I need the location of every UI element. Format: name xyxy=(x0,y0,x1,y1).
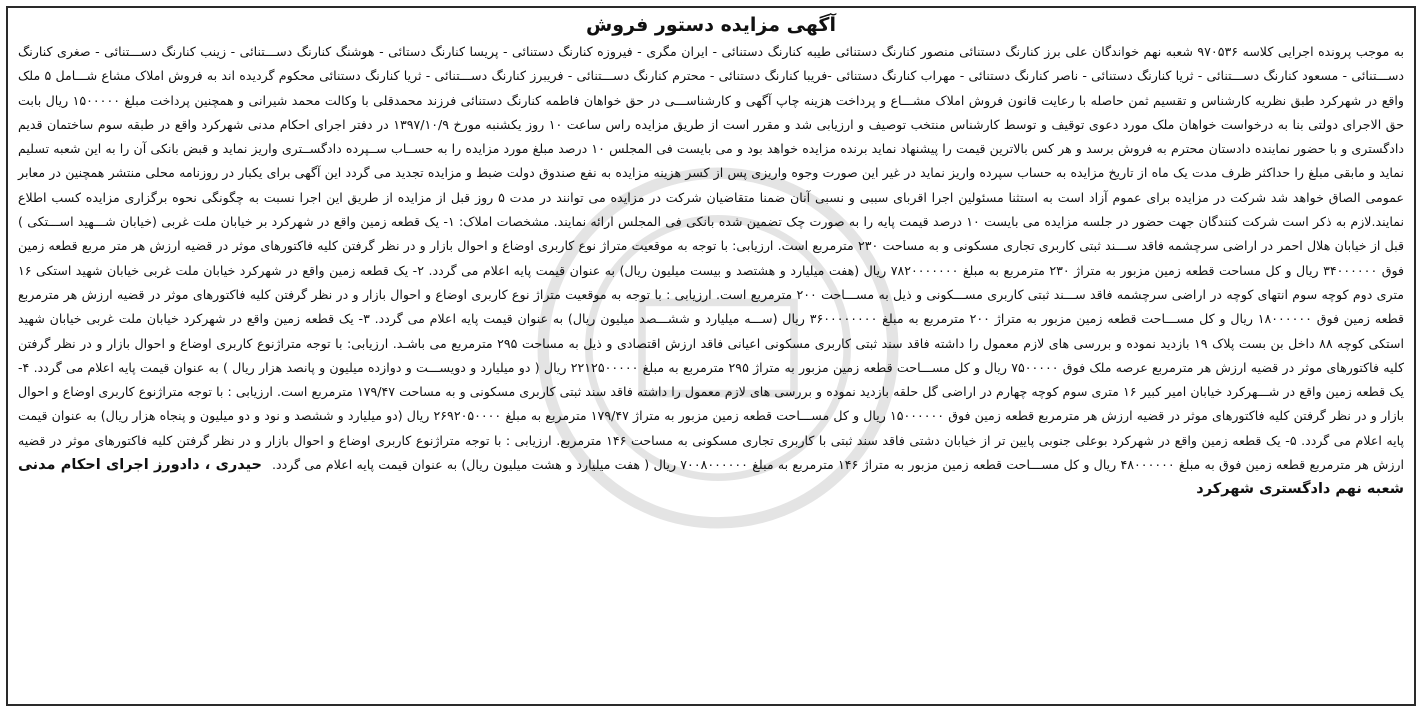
notice-signature: حیدری ، دادورز اجرای احکام مدنی شعبه نهم دادگستری شهرکرد xyxy=(18,457,1404,498)
notice-title: آگهی مزایده دستور فروش xyxy=(586,14,836,36)
notice-body-text: به موجب پرونده اجرایی کلاسه ۹۷۰۵۳۶ شعبه نهم خواندگان علی برز کنارنگ دستنائی منصور کنارنگ دستنائی طیبه کنارنگ دستنائی - ایران مگری - فیروزه کنارنگ دستنائی - پریسا کنارنگ دستائی - هوشنگ کنارنگ دســـتنائی - زینب کنارنگ دســـتنائی - صغری کنارنگ دســـتنائی - مسعود کنارنگ دســـتنائی - ثریا کنارنگ دستنائی - ناصر کنارنگ دستنائی - مهراب کنارنگ دستنائی -فریبا کنارنگ دستنائی - محترم کنارنگ دســـتنائی - فریبرز کنارنگ دســـتنائی - ثریا کنارنگ دستنائی محکوم گردیده اند به فروش املاک مشاع شـــامل ۵ ملک واقع در شهرکرد طبق نظریه کارشناس و تقسیم ثمن حاصله با رعایت قانون فروش املاک مشـــاع و پرداخت هزینه چاپ آگهی و کارشناســـی در حق خواهان فاطمه کنارنگ دستنائی فرزند محمدقلی با وکالت محمد شیرانی و همچنین پرداخت مبلغ ۱۵۰۰۰۰۰ ریال بابت حق الاجرای دولتی بنا به درخواست خواهان ملک مورد دعوی توقیف و توسط کارشناس منتخب توصیف و ارزیابی شد و مقرر است از طریق مزایده راس ساعت ۱۰ روز یکشنبه مورخ ۱۳۹۷/۱۰/۹ در دفتر اجرای احکام مدنی شهرکرد واقع در طبقه سوم ساختمان قدیم دادگستری و با حضور نماینده دادستان محترم به فروش برسد و هر کس بالاترین قیمت را پیشنهاد نماید برنده مزایده خواهد بود و می بایست فی المجلس ۱۰ درصد مبلغ مورد مزایده را به حســاب ســپرده دادگســتری واریز نماید و قبض بانکی آن را به این شعبه تسلیم نماید و مابقی مبلغ را حداکثر ظرف مدت یک ماه از تاریخ مزایده به حساب سپرده واریز نماید در غیر این صورت وجوه واریزی پس از کسر هزینه مزایده به نفع صندوق دولت ضبط و مزایده تجدید می گردد این آگهی برای یکبار در روزنامه محلی منتشر همچنین در معابر عمومی الصاق خواهد شد شرکت در مزایده برای عموم آزاد است به استثنا مسئولین اجرا اقربای سببی و نسبی آنان ضمنا متقاضیان شرکت در مزایده می توانند در مدت ۵ روز قبل از مزایده از طریق این اجرا نسبت به چگونگی نحوه برگزاری مزایده کسب اطلاع نمایند.لازم به ذکر است شرکت کنندگان جهت حضور در جلسه مزایده می بایست ۱۰ درصد قیمت پایه را به صورت چک تضمین شده بانکی فی المجلس ارائه نمایند. مشخصات املاک: ۱- یک قطعه زمین واقع در شهرکرد بر خیابان ملت غربی (خیابان شـــهید اســـتکی ) قبل از خیابان هلال احمر در اراضی سرچشمه فاقد ســـند ثبتی کاربری تجاری مسکونی و به مساحت ۲۳۰ مترمربع است. ارزیابی: با توجه به موقعیت متراژ نوع کاربری اوضاع و احوال بازار و در نظر گرفتن کلیه فاکتورهای موثر در قضیه ارزش هر متر مربع قطعه زمین فوق ۳۴۰۰۰۰۰۰ ریال و کل مساحت قطعه زمین مزبور به متراژ ۲۳۰ مترمربع به مبلغ ۷۸۲۰۰۰۰۰۰۰ ریال (هفت میلیارد و هشتصد و بیست میلیون ریال) به عنوان قیمت پایه اعلام می گردد. ۲- یک قطعه زمین واقع در شهرکرد خیابان ملت غربی خیابان شهید استکی ۱۶ متری دوم کوچه سوم انتهای کوچه در اراضی سرچشمه فاقد ســـند ثبتی کاربری مســـکونی و ذیل به مســـاحت ۲۰۰ مترمربع است. ارزیابی : با توجه به موقعیت متراژ نوع کاربری اوضاع و احوال بازار و در نظر گرفتن کلیه فاکتورهای موثر در قضیه ارزش هر مترمربع قطعه زمین فوق ۱۸۰۰۰۰۰۰ ریال و کل مســـاحت قطعه زمین مزبور به متراژ ۲۰۰ مترمربع به مبلغ ۳۶۰۰۰۰۰۰۰۰ ریال (ســـه میلیارد و ششـــصد میلیون ریال) به عنوان قیمت پایه اعلام می گردد. ۳- یک قطعه زمین واقع در شهرکرد خیابان ملت غربی خیابان شهید استکی کوچه ۸۸ داخل بن بست پلاک ۱۹ بازدید نموده و بررسی های لازم معمول را داشته فاقد سند ثبتی کاربری مسکونی اعیانی فاقد ارزش اقتصادی و ذیل به مساحت ۲۹۵ مترمربع می باشـد. ارزیابی: با توجه متراژنوع کاربری اوضاع و احوال بازار و در نظر گرفتن کلیه فاکتورهای موثر در قضیه ارزش هر مترمربع عرصه ملک فوق ۷۵۰۰۰۰۰ ریال و کل مســـاحت قطعه زمین مزبور به متراژ ۲۹۵ مترمربع به مبلغ ۲۲۱۲۵۰۰۰۰۰ ریال ( دو میلیارد و دویســـت و دوازده میلیون و پانصد هزار ریال ) به عنوان قیمت پایه اعلام می گردد. ۴- یک قطعه زمین واقع در شـــهرکرد خیابان امیر کبیر ۱۶ متری سوم کوچه چهارم در اراضی گل حلقه بازدید نموده و بررسی های لازم معمول را داشته فاقد سند ثبتی کاربری مسکونی و به مساحت ۱۷۹/۴۷ مترمربع است. ارزیابی : با توجه متراژنوع کاربری اوضاع و احوال بازار و در نظر گرفتن کلیه فاکتورهای موثر در قضیه ارزش هر مترمربع قطعه زمین فوق ۱۵۰۰۰۰۰۰ ریال و کل مســـاحت قطعه زمین مزبور به متراژ ۱۷۹/۴۷ مترمربع به مبلغ ۲۶۹۲۰۵۰۰۰۰ ریال (دو میلیارد و ششصد و نود و دو میلیون و پنجاه هزار ریال) به عنوان قیمت پایه اعلام می گردد. ۵- یک قطعه زمین واقع در شهرکرد بوعلی جنوبی پایین تر از خیابان دشتی فاقد سند ثبتی با کاربری تجاری مسکونی به مساحت ۱۴۶ مترمربع. ارزیابی : با توجه متراژنوع کاربری اوضاع و احوال بازار و در نظر گرفتن کلیه فاکتورهای موثر در قضیه ارزش هر مترمربع قطعه زمین فوق به مبلغ ۴۸۰۰۰۰۰۰ ریال و کل مســـاحت قطعه زمین مزبور به متراژ ۱۴۶ مترمربع به مبلغ ۷۰۰۸۰۰۰۰۰۰ ریال ( هفت میلیارد و هشت میلیون ریال) به عنوان قیمت پایه اعلام می گردد. xyxy=(18,44,1405,473)
notice-body xyxy=(18,40,1404,502)
auction-notice xyxy=(6,6,1416,706)
